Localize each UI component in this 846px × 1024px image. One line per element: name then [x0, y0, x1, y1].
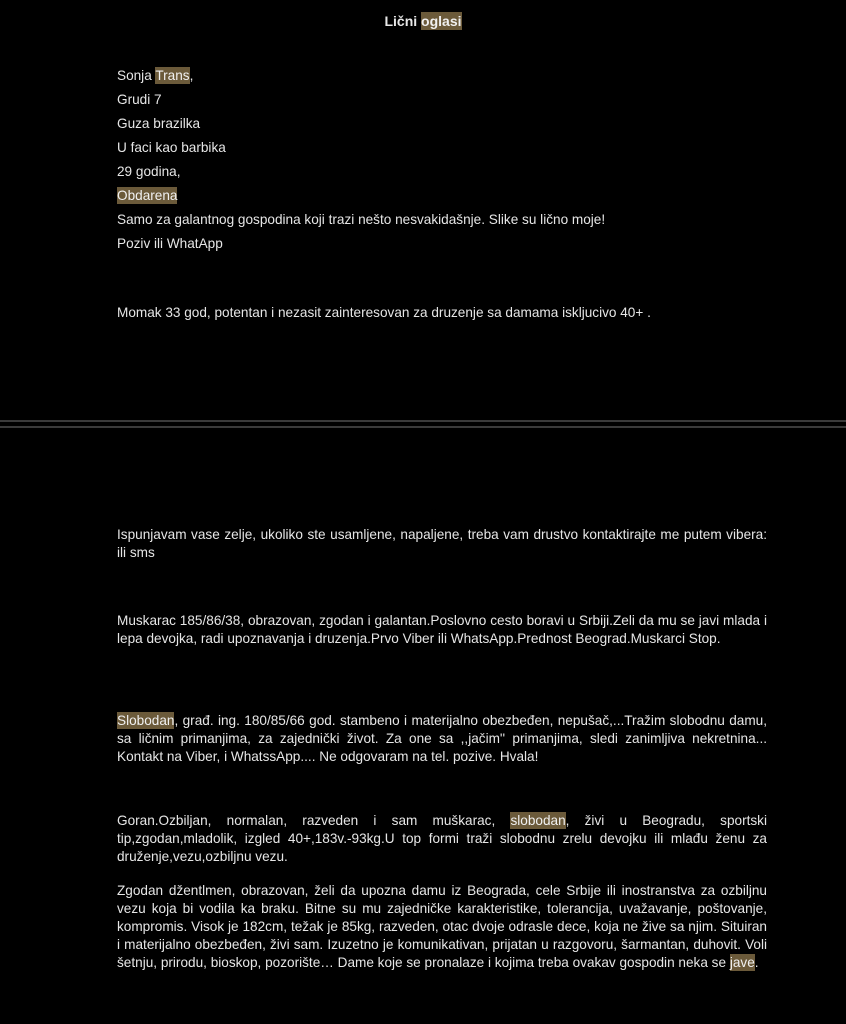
ad-4-text: , građ. ing. 180/85/66 god. stambeno i materijalno obezbeđen, nepušač,...Tražim slobodnu damu, sa ličnim primanjima, za zajednički život. Za one sa ,,jačim'' primanjima, sledi zanimljiva nekretnina... Kontakt na Viber, i WhatssApp.... Ne odgovaram na tel. pozive. Hvala! [117, 713, 767, 764]
ad-5-text-post: , živi u Beogradu, sportski tip,zgodan,mladolik, izgled 40+,183v.-93kg.U top formi traži slobodnu zrelu devojku ili mlađu ženu za druženje,vezu,ozbiljnu vezu. [117, 813, 767, 864]
ad-6-highlight: jave [729, 955, 755, 970]
title-word-2-highlighted: oglasi [421, 13, 462, 29]
profile-line-4: U faci kao barbika [117, 140, 226, 155]
profile-line-2: Grudi 7 [117, 92, 162, 107]
profile-line-3: Guza brazilka [117, 116, 201, 131]
ad-4-highlight: Slobodan [117, 713, 175, 728]
ad-3: Muskarac 185/86/38, obrazovan, zgodan i galantan.Poslovno cesto boravi u Srbiji.Zeli da mu se javi mlada i lepa devojka, radi upoznavanja i druzenja.Prvo Viber ili WhatsApp.Prednost Beograd.Muskarci Stop. [117, 613, 767, 646]
title-word-1: Lični [384, 13, 418, 29]
ad-5-text-pre: Goran.Ozbiljan, normalan, razveden i sam muškarac, [117, 813, 496, 828]
page-title [0, 12, 846, 30]
ad-1: Momak 33 god, potentan i nezasit zainteresovan za druzenje sa damama iskljucivo 40+ . [117, 305, 651, 320]
profile-name-highlight: Trans [155, 68, 190, 83]
profile-name: Sonja [117, 68, 152, 83]
profile-line-6 [117, 184, 767, 208]
profile-line-8: Poziv ili WhatApp [117, 236, 223, 251]
ad-2: Ispunjavam vase zelje, ukoliko ste usamljene, napaljene, treba vam drustvo kontaktirajte me putem vibera: ili sms [117, 527, 767, 560]
ad-5 [117, 812, 767, 866]
ad-6 [117, 882, 767, 972]
profile-line-5: 29 godina, [117, 164, 181, 179]
profile-ad [117, 64, 767, 256]
ad-4 [117, 712, 767, 766]
profile-name-line [117, 64, 767, 88]
top-panel [0, 0, 846, 422]
profile-name-comma: , [189, 68, 194, 83]
ad-6-text-pre: Zgodan džentlmen, obrazovan, želi da upozna damu iz Beograda, cele Srbije ili inostranstva za ozbiljnu vezu koja bi vodila ka braku. Bitne su mu zajedničke karakteristike, tolerancija, uvažavanje, poštovanje, kompromis. Visok je 182cm, težak je 85kg, razveden, otac dvoje odrasle dece, koja ne žive sa njim. Situiran i materijalno obezbeđen, živi sam. Izuzetno je komunikativan, prijatan u razgovoru, šarmantan, duhovit. Voli šetnju, prirodu, bioskop, pozorište… Dame koje se pronalaze i kojima treba ovakav gospodin neka se [117, 883, 767, 970]
ad-5-highlight: slobodan [510, 813, 566, 828]
bottom-panel [0, 426, 846, 1024]
ad-6-text-post: . [754, 955, 759, 970]
profile-line-6-highlight: Obdarena [117, 188, 178, 203]
profile-line-7: Samo za galantnog gospodina koji trazi nešto nesvakidašnje. Slike su lično moje! [117, 212, 606, 227]
